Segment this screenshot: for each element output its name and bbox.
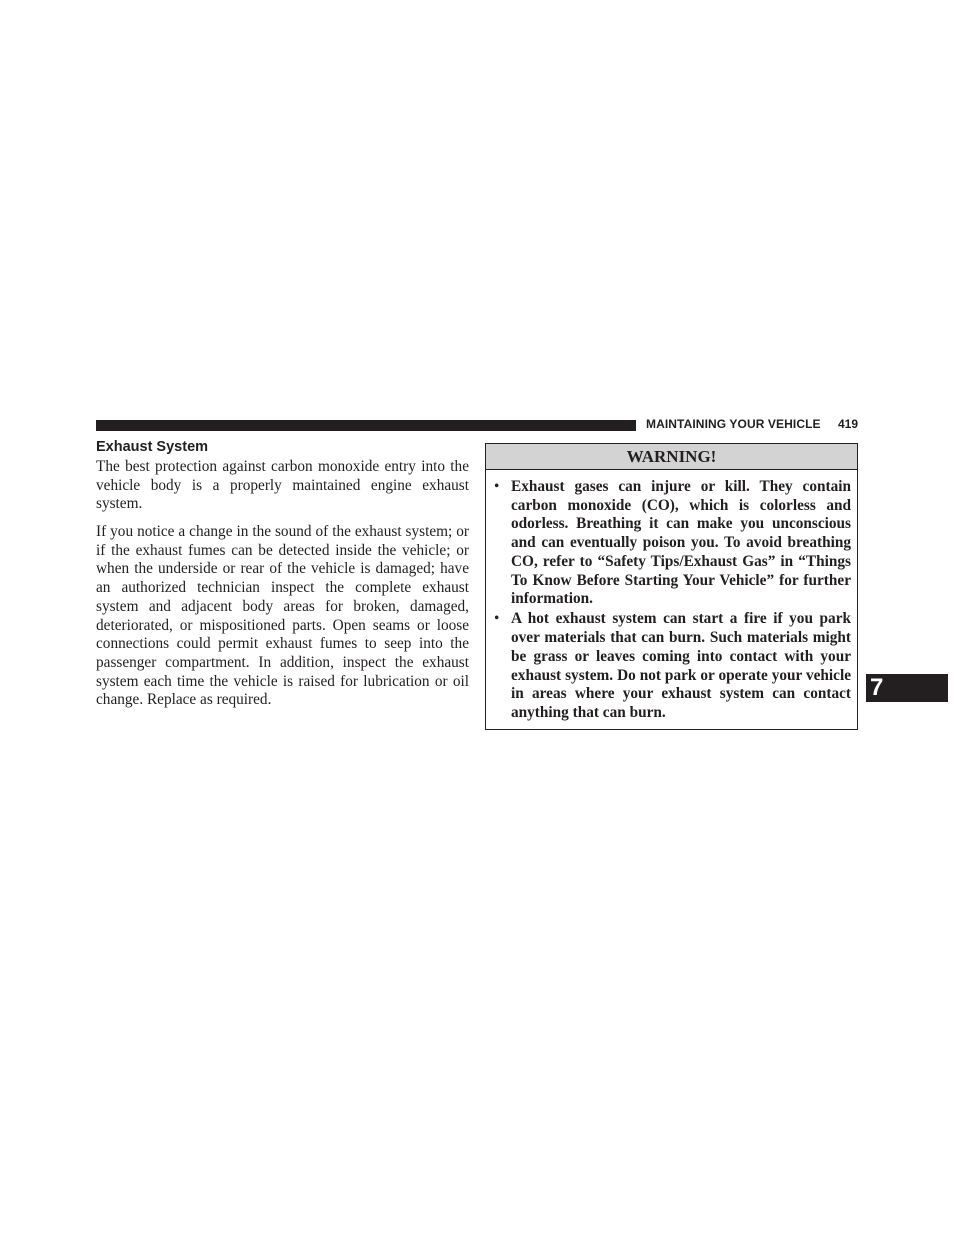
warning-item: [494, 478, 851, 609]
warning-item-text: Exhaust gases can injure or kill. They contain carbon monoxide (CO), which is colorless and odorless. Breathing it can make you unconscious and can eventually poison you. To avoid breathing CO, refer to “Safety Tips/Exhaust Gas” in “Things To Know Before Starting Your Vehicle” for further information.: [511, 478, 851, 608]
body-paragraph-1: The best protection against carbon monoxide entry into the vehicle body is a properly maintained engine exhaust system.: [96, 458, 469, 513]
warning-box: [485, 443, 858, 730]
header-rule: [96, 420, 636, 431]
bullet-icon: •: [494, 478, 500, 495]
body-paragraph-2: If you notice a change in the sound of the exhaust system; or if the exhaust fumes can be detected inside the vehicle; or when the underside or rear of the vehicle is damaged; have an authorized technician inspect the complete exhaust system and adjacent body areas for broken, damaged, deteriorated, or mispositioned parts. Open seams or loose connections could permit exhaust fumes to seep into the passenger compartment. In addition, inspect the exhaust system each time the vehicle is raised for lubrication or oil change. Replace as required.: [96, 523, 469, 709]
page-number: 419: [838, 417, 859, 431]
bullet-icon: •: [494, 610, 500, 628]
running-header-title: MAINTAINING YOUR VEHICLE: [646, 417, 821, 431]
warning-item: [494, 610, 851, 722]
warning-title: WARNING!: [486, 444, 857, 470]
chapter-number: 7: [870, 674, 884, 701]
warning-list: [494, 478, 851, 724]
warning-item-text: A hot exhaust system can start a fire if you park over materials that can burn. Such materials might be grass or leaves coming into contact with your exhaust system. Do not park or operate your vehicle in areas where your exhaust system can contact anything that can burn.: [511, 610, 851, 721]
section-heading: Exhaust System: [96, 439, 209, 455]
chapter-tab: [866, 674, 948, 702]
